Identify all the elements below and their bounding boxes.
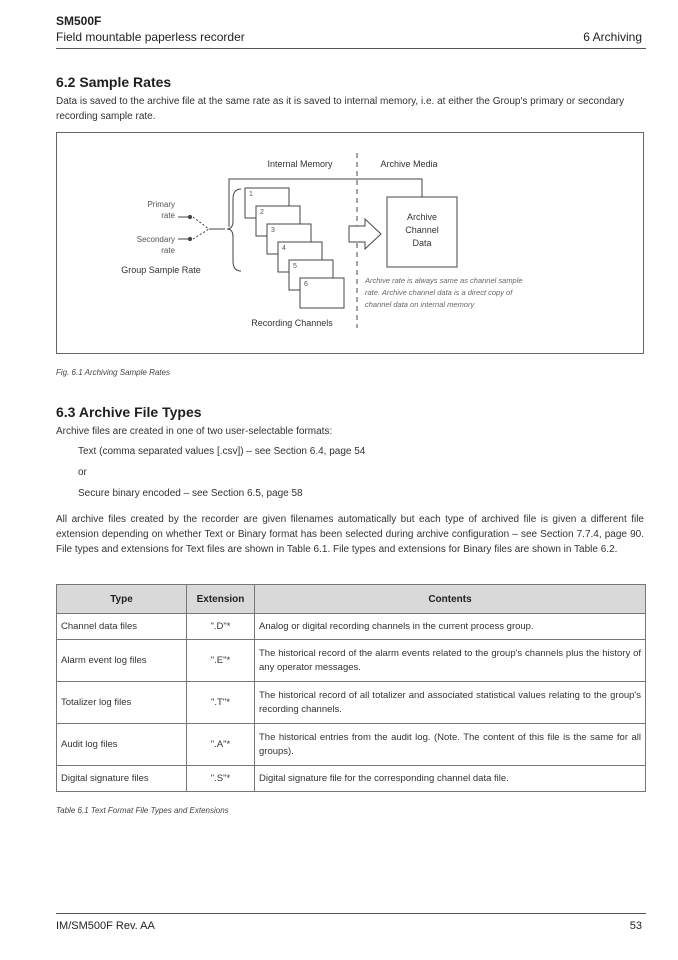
sample-rates-body: Data is saved to the archive file at the same rate as it is saved to internal memory, i.e. at either the Group's primary or secondary recording sample rate.	[56, 96, 625, 122]
archive-box-line-3: Data	[412, 238, 432, 248]
file-types-body: All archive files created by the recorder are given filenames automatically but each type of archived file is given a different file extension depending on whether Text or Binary format has been selected during archive configuration – see Section 7.7.4, page 90. File types and extensions for Text files are shown in Table 6.1. File types and extensions for Binary files are shown in Table 6.2.	[56, 514, 644, 555]
label-secondary-1: Secondary	[136, 235, 175, 244]
figure-caption: Fig. 6.1 Archiving Sample Rates	[56, 368, 170, 377]
channel-num-5: 5	[293, 263, 297, 270]
column-header-type: Type	[57, 585, 187, 614]
header-divider	[56, 48, 646, 49]
cell-type: Totalizer log files	[57, 682, 187, 724]
cell-contents: The historical entries from the audit log. (Note. The content of this file is the same for all groups).	[255, 724, 646, 766]
channel-num-3: 3	[271, 227, 275, 234]
label-secondary-2: rate	[161, 246, 175, 255]
format-option-text: Text (comma separated values [.csv]) – see Section 6.4, page 54	[78, 446, 366, 457]
product-name: SM500F	[56, 14, 102, 28]
label-internal-memory: Internal Memory	[267, 159, 333, 169]
archive-note-line-1: Archive rate is always same as channel sample	[365, 276, 523, 285]
footer-divider	[56, 913, 646, 914]
channel-num-4: 4	[282, 245, 286, 252]
cell-type: Alarm event log files	[57, 640, 187, 682]
archive-arrow-icon	[349, 219, 381, 249]
cell-type: Digital signature files	[57, 766, 187, 792]
table-row	[57, 766, 646, 792]
page-number: 53	[629, 920, 642, 932]
table-row	[57, 724, 646, 766]
label-recording-channels: Recording Channels	[251, 318, 333, 328]
document-reference: IM/SM500F Rev. AA	[56, 920, 155, 932]
cell-type: Audit log files	[57, 724, 187, 766]
table-header-row	[57, 585, 646, 614]
format-option-binary: Secure binary encoded – see Section 6.5, page 58	[78, 488, 303, 499]
table-row	[57, 682, 646, 724]
cell-extension: ".A"*	[187, 724, 255, 766]
label-archive-media: Archive Media	[380, 159, 438, 169]
cell-extension: ".E"*	[187, 640, 255, 682]
label-group-sample-rate: Group Sample Rate	[121, 265, 201, 275]
heading-archive-file-types: 6.3 Archive File Types	[56, 404, 202, 420]
table-caption: Table 6.1 Text Format File Types and Extensions	[56, 806, 229, 815]
table-row	[57, 614, 646, 640]
archive-box-line-1: Archive	[406, 212, 438, 222]
cell-contents: The historical record of the alarm events related to the group's channels plus the history of any operator messages.	[255, 640, 646, 682]
archive-box-line-2: Channel	[405, 225, 439, 235]
heading-sample-rates: 6.2 Sample Rates	[56, 74, 172, 90]
cell-extension: ".T"*	[187, 682, 255, 724]
figure-archiving-sample-rates	[56, 132, 644, 354]
text-format-file-types-table	[56, 584, 646, 792]
product-subtitle: Field mountable paperless recorder	[56, 30, 245, 44]
archive-note-line-3: channel data on internal memory	[365, 300, 475, 309]
cell-type: Channel data files	[57, 614, 187, 640]
cell-extension: ".S"*	[187, 766, 255, 792]
column-header-extension: Extension	[187, 585, 255, 614]
cell-contents: The historical record of all totalizer and associated statistical values relating to the group's recording channels.	[255, 682, 646, 724]
cell-contents: Analog or digital recording channels in the current process group.	[255, 614, 646, 640]
chapter-title: 6 Archiving	[583, 30, 642, 44]
channel-num-6: 6	[304, 281, 308, 288]
archive-note-line-2: rate. Archive channel data is a direct copy of	[365, 288, 513, 297]
cell-extension: ".D"*	[187, 614, 255, 640]
column-header-contents: Contents	[255, 585, 646, 614]
label-primary-2: rate	[161, 211, 175, 220]
channel-num-2: 2	[260, 209, 264, 216]
file-types-intro: Archive files are created in one of two user-selectable formats:	[56, 426, 333, 437]
rate-switch	[178, 215, 225, 240]
channel-num-1: 1	[249, 191, 253, 198]
recording-channel-stack	[245, 188, 344, 308]
table-row	[57, 640, 646, 682]
cell-contents: Digital signature file for the corresponding channel data file.	[255, 766, 646, 792]
label-primary-1: Primary	[147, 200, 175, 209]
format-option-or: or	[78, 467, 87, 478]
